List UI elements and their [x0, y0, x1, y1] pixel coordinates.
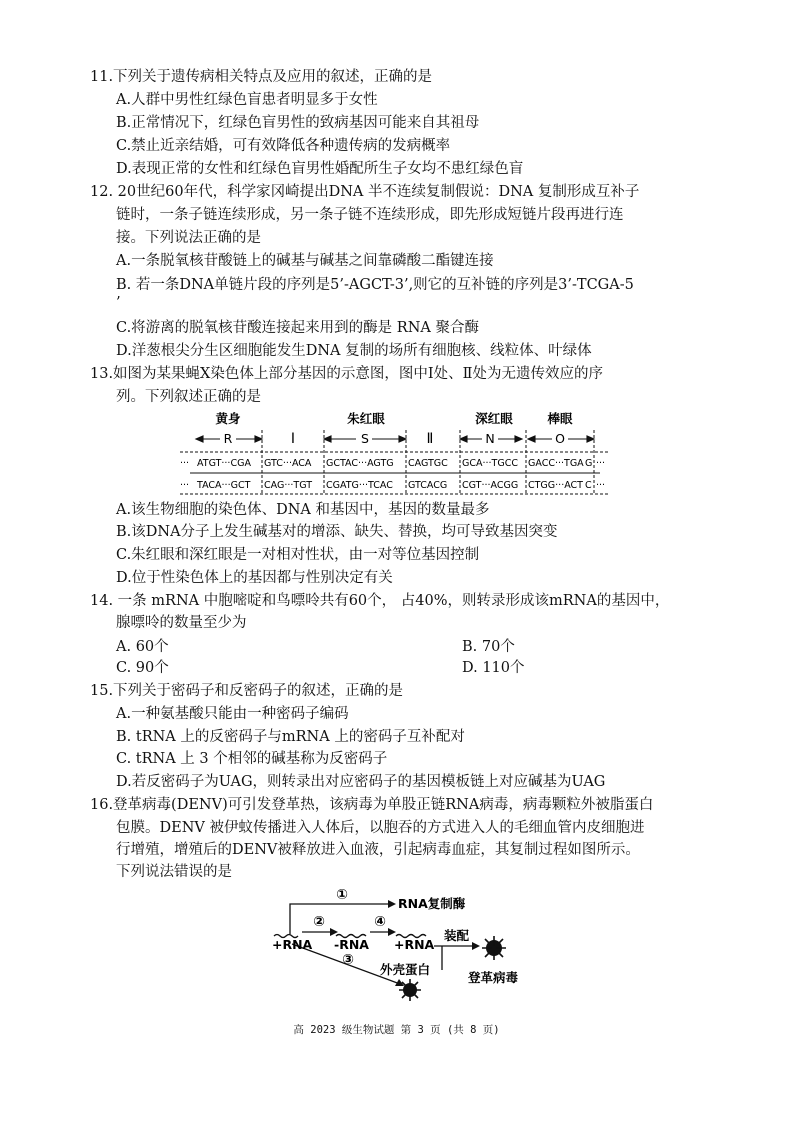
top-strand-seg-0: ··· — [180, 458, 190, 469]
top-strand-seg-4: CAGTGC — [408, 458, 448, 469]
top-strand-seg-8: ··· — [596, 458, 606, 469]
q15-option-b: B. tRNA 上的反密码子与mRNA 上的密码子互补配对 — [116, 729, 465, 745]
q14-stem-line-1: 14. 一条 mRNA 中胞嘧啶和鸟嘌呤共有60个， 占40%，则转录形成该mRNA的基因中， — [90, 593, 670, 609]
dengue-virus-icon — [482, 936, 506, 960]
q15-option-d: D.若反密码子为UAG，则转录出对应密码子的基因模板链上对应碱基为UAG — [116, 774, 606, 790]
dengue-virus-label: 登革病毒 — [468, 970, 519, 985]
gene-name-vermilion-eye: 朱红眼 — [347, 411, 385, 426]
gene-letter-o: O — [555, 431, 565, 446]
top-strand-seg-6: GACC···TGA — [528, 458, 584, 469]
q16-stem-line-1: 16.登革病毒(DENV)可引发登革热，该病毒为单股正链RNA病毒，病毒颗粒外被脂蛋白 — [90, 797, 654, 813]
top-strand-seg-2: GTC···ACA — [264, 458, 312, 469]
bottom-strand-seg-3: CGATG···TCAC — [326, 480, 393, 491]
q16-stem-line-3: 行增殖，增殖后的DENV被释放进入血液，引起病毒血症，其复制过程如图所示。 — [116, 842, 640, 858]
q13-option-a: A.该生物细胞的染色体、DNA 和基因中，基因的数量最多 — [116, 502, 490, 518]
q15-option-a: A.一种氨基酸只能由一种密码子编码 — [116, 706, 349, 722]
dengue-replication-diagram — [262, 884, 542, 1006]
q13-option-d: D.位于性染色体上的基因都与性别决定有关 — [116, 570, 393, 586]
q14-option-d: D. 110个 — [462, 660, 525, 676]
step-label-1: ① — [336, 887, 348, 903]
assembly-label: 装配 — [444, 928, 470, 943]
top-strand-seg-1: ATGT···CGA — [197, 458, 251, 469]
q12-option-a: A.一条脱氧核苷酸链上的碱基与碱基之间靠磷酸二酯键连接 — [116, 253, 494, 269]
chromosome-gene-diagram — [180, 408, 610, 498]
q12-stem-line-3: 接。下列说法正确的是 — [116, 230, 261, 246]
bottom-strand-seg-1: TACA···GCT — [197, 480, 251, 491]
page-footer: 高 2023 级生物试题 第 3 页 (共 8 页) — [293, 1024, 500, 1036]
gene-letter-r: R — [223, 431, 233, 446]
q12-stem-line-2: 链时，一条子链连续形成，另一条子链不连续形成，即先形成短链片段再进行连 — [116, 207, 624, 223]
q13-option-b: B.该DNA分子上发生碱基对的增添、缺失、替换，均可导致基因突变 — [116, 524, 558, 540]
q13-stem-line-1: 13.如图为某果蝇X染色体上部分基因的示意图，图中Ⅰ处、Ⅱ处为无遗传效应的序 — [90, 366, 603, 382]
bottom-strand-seg-2: CAG···TGT — [264, 480, 313, 491]
bottom-strand-seg-8: ··· — [596, 480, 606, 491]
q13-stem-line-2: 列。下列叙述正确的是 — [116, 389, 261, 405]
q16-stem-line-2: 包膜。DENV 被伊蚊传播进入人体后，以胞吞的方式进入人的毛细血管内皮细胞进 — [116, 820, 645, 836]
q15-stem: 15.下列关于密码子和反密码子的叙述，正确的是 — [90, 683, 404, 699]
q12-option-c: C.将游离的脱氧核苷酸连接起来用到的酶是 RNA 聚合酶 — [116, 320, 479, 336]
minus-rna-label: -RNA — [334, 937, 369, 952]
region-label-i: Ⅰ — [290, 431, 296, 447]
gene-name-bar-eye: 棒眼 — [547, 411, 573, 426]
q12-option-b: B. 若一条DNA单链片段的序列是5’-AGCT-3’,则它的互补链的序列是3’-TCGA-5 — [116, 277, 634, 293]
virus-particle-icon — [399, 979, 421, 1001]
top-strand-seg-5: GCA···TGCC — [462, 458, 518, 469]
step-label-3: ③ — [342, 952, 354, 968]
bottom-strand-seg-0: ··· — [180, 480, 190, 491]
top-strand-seg-3: GCTAC···AGTG — [326, 458, 394, 469]
region-label-ii: Ⅱ — [426, 431, 434, 447]
coat-protein-label: 外壳蛋白 — [380, 962, 431, 977]
q14-option-a: A. 60个 — [116, 639, 169, 655]
bottom-strand-seg-6: CTGG···ACT — [528, 480, 583, 491]
bottom-strand-seg-5: CGT···ACGG — [462, 480, 519, 491]
q16-stem-line-4: 下列说法错误的是 — [116, 864, 232, 880]
q11-option-a: A.人群中男性红绿色盲患者明显多于女性 — [116, 92, 378, 108]
q11-option-d: D.表现正常的女性和红绿色盲男性婚配所生子女均不患红绿色盲 — [116, 161, 524, 177]
plus-rna-label-2: +RNA — [394, 937, 435, 952]
rna-polymerase-label: RNA复制酶 — [398, 896, 466, 911]
gene-letter-n: N — [485, 431, 495, 446]
q14-option-b: B. 70个 — [462, 639, 515, 655]
q12-option-b-wrap: ’ — [116, 295, 121, 311]
top-strand-seg-7: G — [585, 458, 593, 469]
q12-option-d: D.洋葱根尖分生区细胞能发生DNA 复制的场所有细胞核、线粒体、叶绿体 — [116, 343, 592, 359]
q13-option-c: C.朱红眼和深红眼是一对相对性状，由一对等位基因控制 — [116, 547, 480, 563]
plus-rna-label: +RNA — [272, 937, 313, 952]
step-label-2: ② — [313, 914, 325, 930]
q11-option-b: B.正常情况下，红绿色盲男性的致病基因可能来自其祖母 — [116, 115, 480, 131]
q14-stem-line-2: 腺嘌呤的数量至少为 — [116, 615, 247, 631]
bottom-strand-seg-7: C — [585, 480, 592, 491]
step-label-4: ④ — [374, 914, 386, 930]
gene-letter-s: S — [361, 431, 369, 446]
gene-name-deep-red-eye: 深红眼 — [475, 411, 513, 426]
gene-name-yellow-body: 黄身 — [215, 411, 241, 426]
bottom-strand-seg-4: GTCACG — [408, 480, 448, 491]
q15-option-c: C. tRNA 上 3 个相邻的碱基称为反密码子 — [116, 751, 388, 767]
q11-stem: 11.下列关于遗传病相关特点及应用的叙述，正确的是 — [90, 69, 433, 85]
q12-stem-line-1: 12. 20世纪60年代，科学家冈崎提出DNA 半不连续复制假说：DNA 复制形成互补子 — [90, 184, 640, 200]
q11-option-c: C.禁止近亲结婚，可有效降低各种遗传病的发病概率 — [116, 138, 451, 154]
q14-option-c: C. 90个 — [116, 660, 169, 676]
